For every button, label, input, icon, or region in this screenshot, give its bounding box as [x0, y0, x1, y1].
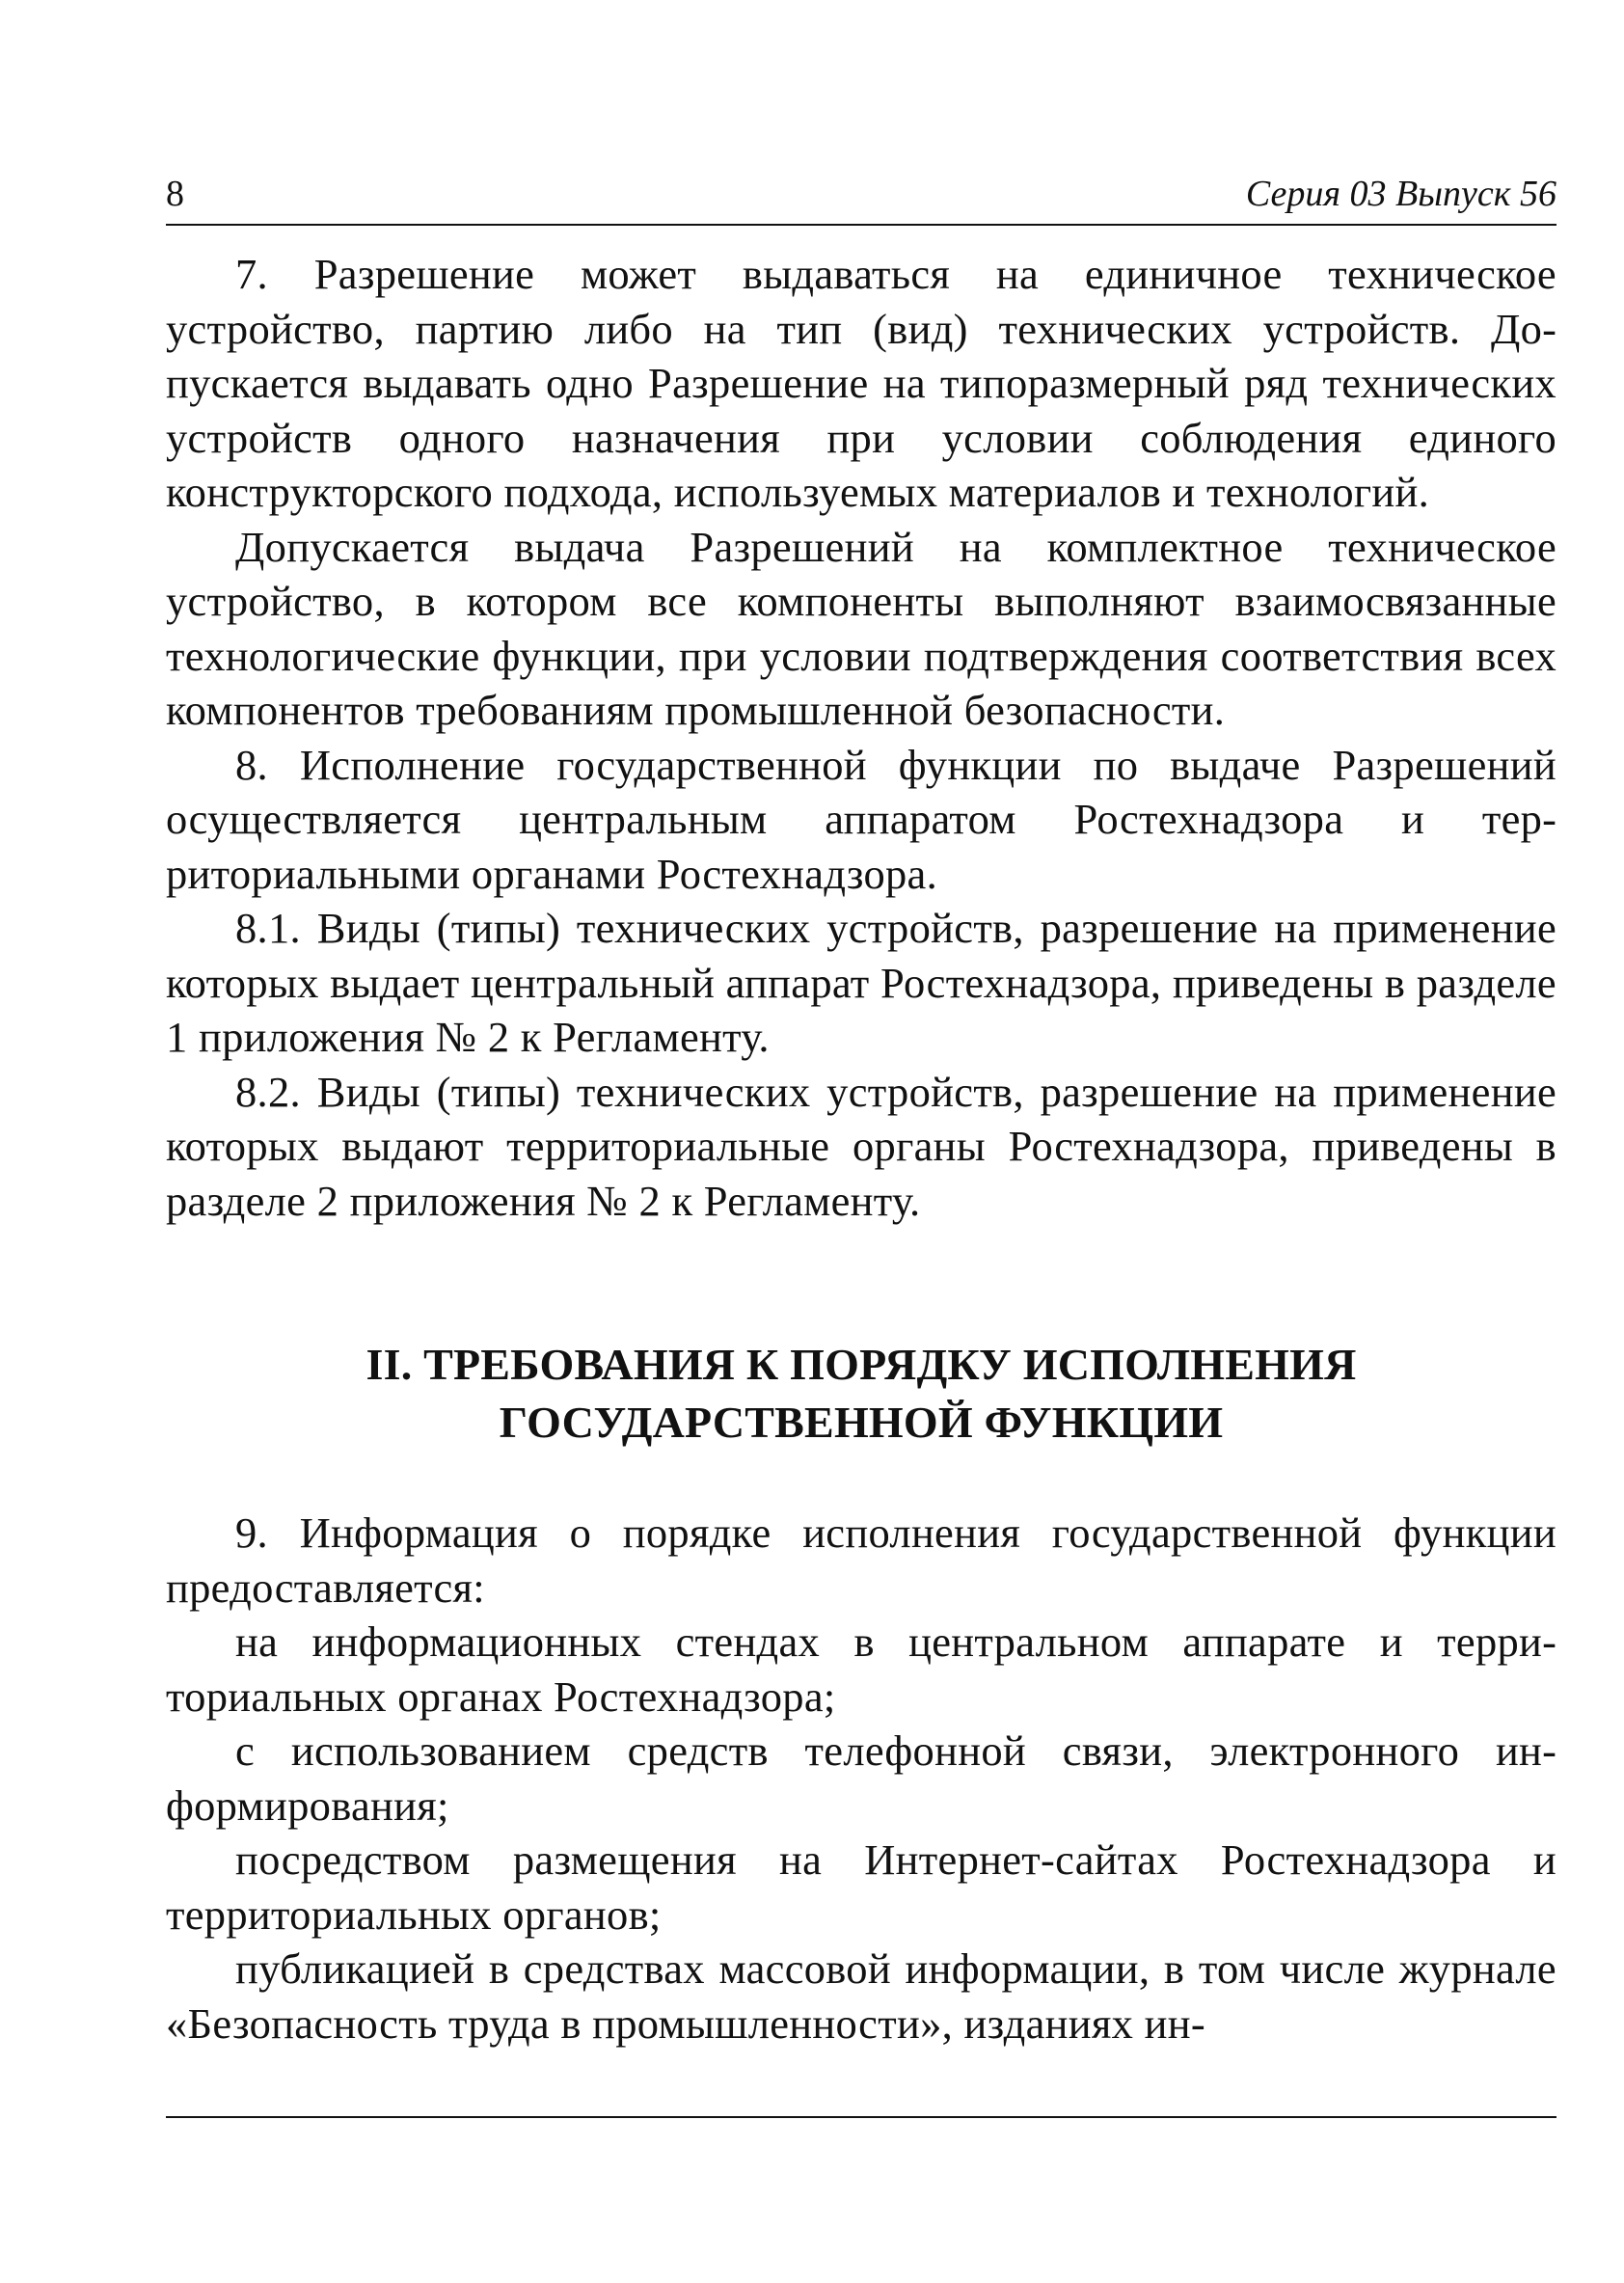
list-item-telephone: с использованием средств телефонной связи, электронного информирования;: [166, 1726, 1556, 1830]
footer-rule: [166, 2116, 1556, 2118]
list-item-websites: посредством размещения на Интернет-сайтах Ростехнадзора и территориальных органов;: [166, 1835, 1556, 1939]
paragraph-7: 7. Разрешение может выдаваться на единичное техническое устройство, партию либо на тип (вид) технических устройств. Допускается выдавать одно Разрешение на типоразмерный ряд технических устройств одного назначения при условии соблюдения единого конструкторского подхода, используемых материалов и технологий.: [166, 250, 1556, 516]
section-heading-line-2: ГОСУДАРСТВЕННОЙ ФУНКЦИИ: [499, 1398, 1224, 1447]
list-item-info-stands: на информационных стендах в центральном аппарате и территориальных органах Ростехнадзора;: [166, 1617, 1556, 1721]
body-text: [166, 247, 1556, 2051]
running-header: [166, 164, 1556, 226]
paragraph-7-complex-devices: Допускается выдача Разрешений на комплектное техническое устройство, в котором все компоненты выполняют взаимосвязанные технологические функции, при условии подтверждения соответствия всех компонентов требованиям промышленной безопасности.: [166, 522, 1556, 734]
list-item-mass-media: публикацией в средствах массовой информации, в том числе журнале «Безопасность труда в промышленности», изданиях ин-: [166, 1944, 1556, 2048]
section-heading: [166, 1336, 1556, 1452]
paragraph-9: 9. Информация о порядке исполнения государственной функции предоставляется:: [166, 1508, 1556, 1612]
paragraph-8-1: 8.1. Виды (типы) технических устройств, разрешение на применение которых выдает центральный аппарат Ростехнадзора, приведены в разделе 1 приложения № 2 к Регламенту.: [166, 904, 1556, 1061]
paragraph-8: 8. Исполнение государственной функции по выдаче Разрешений осуществляется центральным аппаратом Ростехнадзора и территориальными органами Ростехнадзора.: [166, 740, 1556, 898]
page-number: 8: [166, 174, 184, 214]
section-heading-line-1: II. ТРЕБОВАНИЯ К ПОРЯДКУ ИСПОЛНЕНИЯ: [365, 1340, 1357, 1389]
paragraph-8-2: 8.2. Виды (типы) технических устройств, разрешение на применение которых выдают территориальные органы Ростехнадзора, приведены в разделе 2 приложения № 2 к Регламенту.: [166, 1067, 1556, 1225]
series-title: Серия 03 Выпуск 56: [1245, 174, 1556, 214]
document-page: [166, 164, 1556, 2051]
